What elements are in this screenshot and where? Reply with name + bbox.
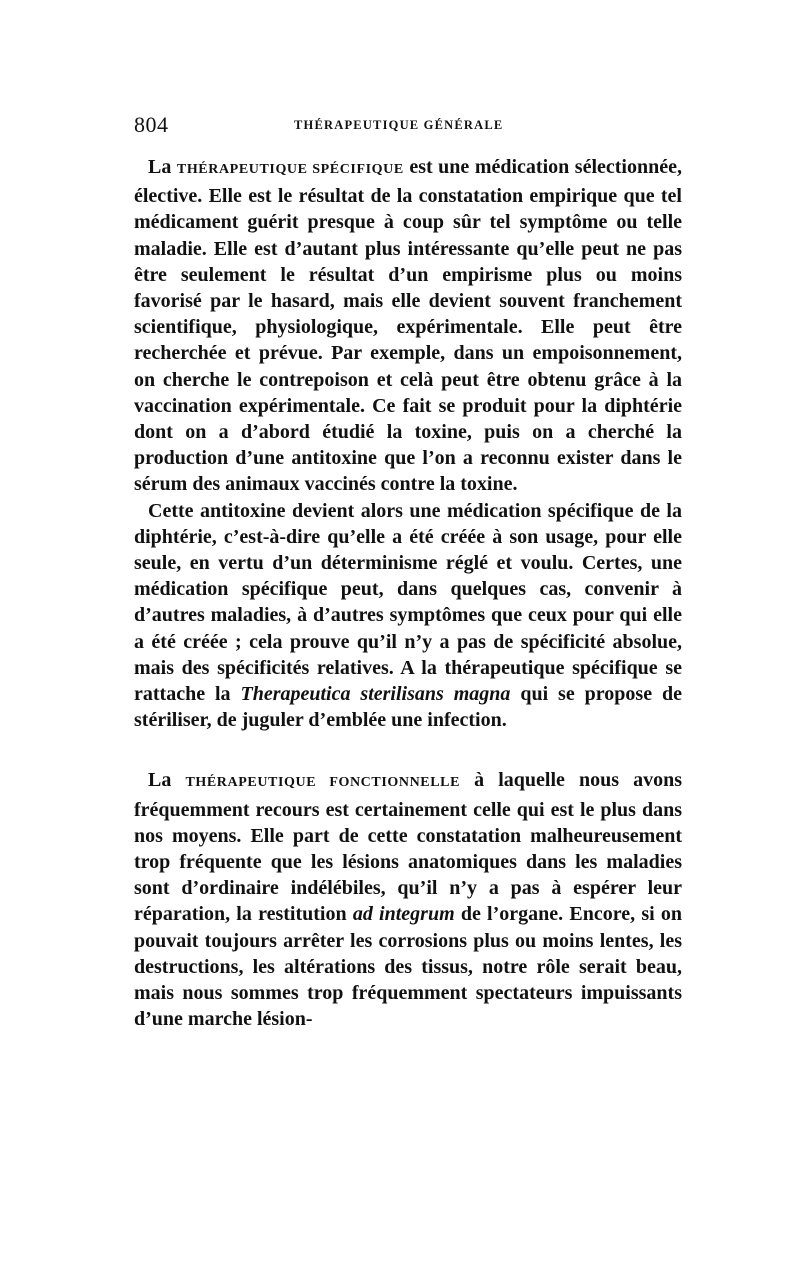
paragraph-text: est une médication sélectionnée, élective. Elle est le résultat de la constatation empirique que tel médicament guérit presque à coup sûr tel symptôme ou telle maladie. Elle est d’autant plus intéressante qu’elle peut ne pas être seulement le résultat d’un empirisme plus ou moins favorisé par le hasard, mais elle devient souvent franchement scientifique, physiologique, expérimentale. Elle peut être recherchée et prévue. Par exemple, dans un empoisonnement, on cherche le contrepoison et celà peut être obtenu grâce à la vaccination expérimentale. Ce fait se produit pour la diphtérie dont on a d’abord étudié la toxine, puis on a cherché la production d’une antitoxine que l’on a reconnu exister dans le sérum des animaux vaccinés contre la toxine.	[134, 156, 682, 496]
body-text	[134, 154, 682, 1033]
page-number: 804	[134, 112, 169, 137]
paragraph-lead: La	[148, 769, 172, 792]
paragraph-therapeutique-fonctionnelle	[134, 767, 682, 1032]
section-term: THÉRAPEUTIQUE FONCTIONNELLE	[185, 775, 461, 791]
running-title: THÉRAPEUTIQUE GÉNÉRALE	[294, 118, 504, 132]
latin-term: Therapeutica sterilisans magna	[240, 683, 511, 706]
paragraph-antitoxine	[134, 498, 682, 734]
paragraph-text: qui se propose de stériliser, de juguler d’emblée une infection.	[134, 683, 683, 732]
paragraph-text: à laquelle nous avons fréquemment recours est certainement celle qui est le plus dans nos moyens. Elle part de cette constatation malheureusement trop fréquente que les lésions anatomiques dans les maladies sont d’ordinaire indélébiles, qu’il n’y a pas à espérer leur réparation, la restitution	[134, 769, 683, 926]
paragraph-lead: La	[148, 156, 172, 178]
paragraph-therapeutique-specifique	[134, 154, 682, 498]
paragraph-text: Cette antitoxine devient alors une médication spécifique de la diphtérie, c’est-à-dire qu’elle a été créée à son usage, pour elle seule, en vertu d’un déterminisme réglé et voulu. Certes, une médication spécifique peut, dans quelques cas, convenir à d’autres maladies, à d’autres symptômes que ceux pour qui elle a été créée ; cela prouve qu’il n’y a pas de spécificité absolue, mais des spécificités relatives. A la thérapeutique spécifique se rattache la	[134, 499, 682, 706]
running-head	[134, 112, 682, 146]
section-term: THÉRAPEUTIQUE SPÉCIFIQUE	[176, 162, 404, 177]
paragraph-text: de l’organe. Encore, si on pouvait toujours arrêter les corrosions plus ou moins lentes, les destructions, les altérations des tissus, notre rôle serait beau, mais nous sommes trop fréquemment spectateurs impuissants d’une marche lésion-	[134, 903, 683, 1031]
latin-term: ad integrum	[352, 903, 455, 926]
